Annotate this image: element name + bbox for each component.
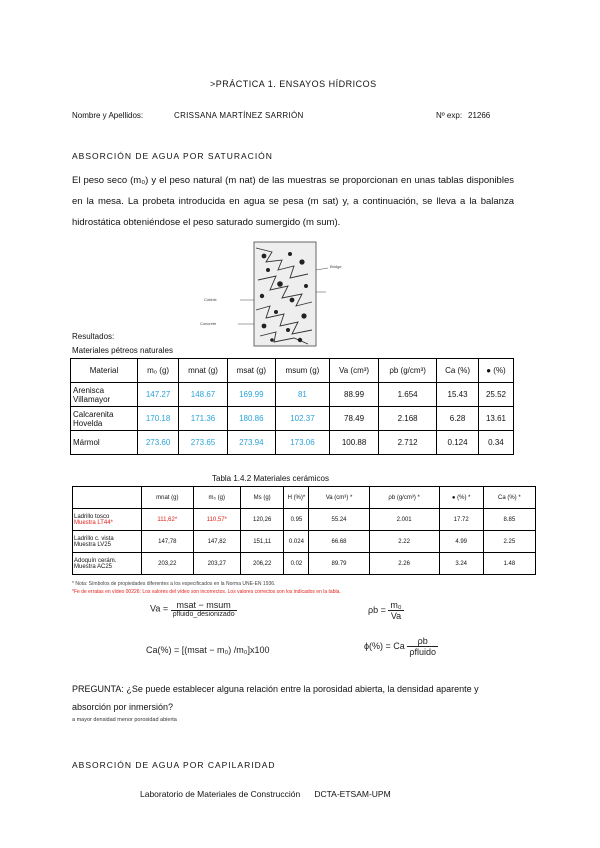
col-header: Material	[71, 359, 138, 383]
cell-m0: 203,27	[193, 553, 240, 575]
cell-pb: 2.168	[379, 407, 437, 431]
page-footer: Laboratorio de Materiales de Construcción DCTA-ETSAM-UPM	[140, 789, 391, 799]
col-header: H (%)*	[284, 487, 309, 509]
section-paragraph: El peso seco (m₀) y el peso natural (m nat) de las muestras se proporcionan en unas tablas disponibles en la mesa. La probeta introducida en agua se pesa (m sat) y, a continuación, se lleva a la balanza hidrostática obteniéndose el peso saturado sumergido (m sum).	[72, 175, 514, 228]
formula-pb	[368, 600, 404, 621]
formula-pb-fraction	[388, 600, 403, 621]
cell-va: 100.88	[330, 431, 379, 455]
formula-p-num: ρb	[407, 636, 438, 647]
table-note: * Nota: Símbolos de propiedades diferentes a los especificados en la Norma UNE-EN 1936.	[72, 581, 276, 587]
col-header: ● (%)	[478, 359, 513, 383]
table-header-row	[73, 487, 536, 509]
col-header: ρb (g/cm³)	[379, 359, 437, 383]
material-name: Adoquín cerám.	[74, 557, 117, 564]
cell-material	[73, 553, 142, 575]
cell-va: 66.68	[309, 531, 369, 553]
cell-mnat: 171.36	[179, 407, 228, 431]
cell-m0: 273.60	[138, 431, 179, 455]
cell-m0: 110,57*	[193, 509, 240, 531]
cell-h: 0.02	[284, 553, 309, 575]
col-header	[73, 487, 142, 509]
cell-porosity: 13.61	[478, 407, 513, 431]
cell-material: Mármol	[71, 431, 138, 455]
col-header: mnat (g)	[142, 487, 194, 509]
question-block	[72, 680, 516, 716]
cell-va: 55.24	[309, 509, 369, 531]
cell-ca: 1.48	[483, 553, 535, 575]
formula-p-left: ϕ(%) = Ca	[364, 640, 405, 651]
cell-mnat: 148.67	[179, 383, 228, 407]
name-label: Nombre y Apellidos:	[72, 111, 144, 120]
formula-pb-den: Va	[390, 611, 402, 621]
question-label: PREGUNTA:	[72, 684, 124, 694]
formula-porosity	[364, 636, 438, 657]
cell-material: Arenisca Villamayor	[71, 383, 138, 407]
material-sample: Muestra LV25	[74, 541, 111, 548]
cell-material	[73, 531, 142, 553]
table-row	[71, 407, 514, 431]
cell-msat: 180.86	[227, 407, 275, 431]
cell-mnat: 203,22	[142, 553, 194, 575]
col-header: Ca (%) *	[483, 487, 535, 509]
question-text: ¿Se puede establecer alguna relación entre la porosidad abierta, la densidad aparente y absorción por inmersión?	[72, 684, 479, 712]
col-header: ρb (g/cm³) *	[369, 487, 439, 509]
errata-note: *Fe de erratas en vídeo 00226: Los valores del vídeo son incorrectos. Los valores correctos son los indicados en la tabla.	[72, 589, 341, 595]
cell-porosity: 17.72	[439, 509, 483, 531]
col-header: Va (cm³)	[330, 359, 379, 383]
figure-label-1: Bridge	[330, 264, 342, 269]
cell-msat: 169.99	[227, 383, 275, 407]
cell-ca: 6.28	[437, 407, 479, 431]
formula-p-den: ρfluido	[409, 647, 436, 657]
col-header: mnat (g)	[179, 359, 228, 383]
section-title-capillarity: ABSORCIÓN DE AGUA POR CAPILARIDAD	[72, 760, 276, 770]
figure-label-2: Cobble	[204, 297, 217, 302]
cell-m0: 170.18	[138, 407, 179, 431]
table-row	[73, 553, 536, 575]
table-row	[73, 531, 536, 553]
cell-material: Calcarenita Hovelda	[71, 407, 138, 431]
formula-pb-num: m₀	[390, 600, 402, 610]
cell-m0: 147,82	[193, 531, 240, 553]
material-name: Ladrillo tosco	[74, 513, 110, 520]
formula-va-fraction	[171, 600, 237, 618]
cell-msum: 81	[275, 383, 329, 407]
formula-va-num: msat − msum	[171, 600, 237, 611]
cell-msum: 102.37	[275, 407, 329, 431]
cell-mnat: 147,78	[142, 531, 194, 553]
results-subtitle: Materiales pétreos naturales	[72, 346, 173, 355]
cell-ms: 120,26	[240, 509, 283, 531]
cell-porosity: 25.52	[478, 383, 513, 407]
formula-va-left: Va =	[150, 603, 169, 614]
figure-label-3: Concrete	[200, 321, 217, 326]
table-header-row	[71, 359, 514, 383]
table-natural-stone	[70, 358, 514, 455]
cell-porosity: 4.99	[439, 531, 483, 553]
cell-ca: 8.85	[483, 509, 535, 531]
cell-porosity: 0.34	[478, 431, 513, 455]
cell-va: 88.99	[330, 383, 379, 407]
cell-msum: 173.06	[275, 431, 329, 455]
table-row	[71, 383, 514, 407]
formula-pb-left: ρb =	[368, 604, 386, 615]
table-ceramic	[72, 486, 536, 575]
cell-ms: 206,22	[240, 553, 283, 575]
cell-mnat: 111,62*	[142, 509, 194, 531]
table2-caption: Tabla 1.4.2 Materiales cerámicos	[212, 474, 329, 483]
question-answer: a mayor densidad menor porosidad abierta	[72, 717, 177, 723]
col-header: Va (cm³) *	[309, 487, 369, 509]
page-title: >PRÁCTICA 1. ENSAYOS HÍDRICOS	[210, 79, 377, 89]
col-header: ● (%) *	[439, 487, 483, 509]
formula-va-den: ρfluido_desionizado	[172, 611, 235, 618]
formula-va	[150, 600, 237, 618]
cell-pb: 2.001	[369, 509, 439, 531]
col-header: m₀ (g)	[138, 359, 179, 383]
cell-va: 78.49	[330, 407, 379, 431]
cell-h: 0.024	[284, 531, 309, 553]
cell-h: 0.95	[284, 509, 309, 531]
cell-pb: 2.22	[369, 531, 439, 553]
table-row	[73, 509, 536, 531]
table-row	[71, 431, 514, 455]
col-header: m₀ (g)	[193, 487, 240, 509]
cell-pb: 2.26	[369, 553, 439, 575]
exp-label: Nº exp:	[436, 111, 463, 120]
cell-ca: 15.43	[437, 383, 479, 407]
formula-p-fraction	[407, 636, 438, 657]
material-name: Ladrillo c. vista	[74, 535, 114, 542]
cell-ca: 2.25	[483, 531, 535, 553]
name-value: CRISSANA MARTÍNEZ SARRIÓN	[174, 111, 304, 120]
section-title-saturation: ABSORCIÓN DE AGUA POR SATURACIÓN	[72, 151, 273, 161]
cell-pb: 2.712	[379, 431, 437, 455]
cell-porosity: 3.24	[439, 553, 483, 575]
cell-m0: 147.27	[138, 383, 179, 407]
col-header: msat (g)	[227, 359, 275, 383]
cell-material	[73, 509, 142, 531]
exp-value: 21266	[468, 111, 491, 120]
cell-ca: 0.124	[437, 431, 479, 455]
stone-sample-figure	[232, 240, 342, 350]
cell-mnat: 273.65	[179, 431, 228, 455]
cell-ms: 151,11	[240, 531, 283, 553]
col-header: Ca (%)	[437, 359, 479, 383]
results-label: Resultados:	[72, 332, 115, 341]
col-header: msum (g)	[275, 359, 329, 383]
cell-va: 89.79	[309, 553, 369, 575]
material-sample: Muestra AC25	[74, 563, 113, 570]
cell-msat: 273.94	[227, 431, 275, 455]
material-sample: Muestra LT44*	[74, 519, 113, 526]
cell-pb: 1.654	[379, 383, 437, 407]
col-header: Ms (g)	[240, 487, 283, 509]
formula-ca: Ca(%) = [(msat − m₀) /m₀]x100	[146, 645, 270, 655]
